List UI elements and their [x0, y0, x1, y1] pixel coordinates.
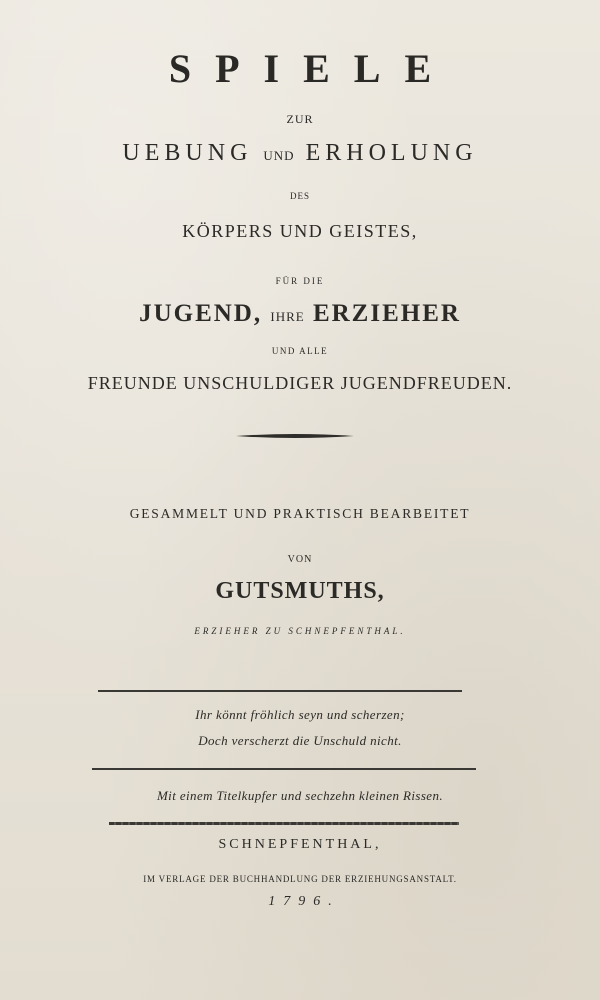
publisher: IM VERLAGE DER BUCHHANDLUNG DER ERZIEHUNGSANSTALT. — [143, 874, 457, 884]
divider-rule-middle — [92, 768, 476, 770]
epigraph-line-1: Ihr könnt fröhlich seyn und scherzen; — [195, 707, 405, 722]
publication-year: 1796. — [268, 894, 340, 909]
heading-jugend-erzieher — [0, 300, 600, 328]
heading-erholung: ERHOLUNG — [305, 140, 478, 166]
author-name: GUTSMUTHS, — [215, 578, 385, 604]
place-of-publication: SCHNEPFENTHAL, — [218, 837, 382, 852]
subtitle: GESAMMELT UND PRAKTISCH BEARBEITET — [129, 506, 471, 521]
heading-jugend: JUGEND, — [139, 300, 263, 327]
heading-uebung-erholung — [0, 140, 600, 167]
divider-rule-bottom — [109, 822, 459, 825]
heading-ihre: IHRE — [270, 309, 305, 324]
heading-freunde: FREUNDE UNSCHULDIGER JUGENDFREUDEN. — [87, 373, 513, 393]
epigraph-line-2: Doch verscherzt die Unschuld nicht. — [198, 733, 402, 748]
des-label: DES — [289, 191, 310, 201]
illustrations-note: Mit einem Titelkupfer und sechzehn kleinen Rissen. — [156, 788, 444, 803]
book-title: SPIELE — [168, 46, 456, 91]
heading-uebung: UEBUNG — [122, 140, 253, 166]
heading-erzieher: ERZIEHER — [312, 300, 461, 327]
und-alle-label: UND ALLE — [271, 346, 329, 356]
fuer-die-label: FÜR DIE — [275, 276, 325, 286]
heading-koerpers-geistes: KÖRPERS UND GEISTES, — [182, 221, 418, 241]
author-role: ERZIEHER ZU SCHNEPFENTHAL. — [194, 626, 406, 636]
divider-rule-top — [98, 690, 462, 692]
zur-label: ZUR — [286, 112, 314, 126]
ornamental-rule — [236, 432, 354, 440]
heading-und: UND — [263, 148, 295, 163]
von-label: VON — [287, 554, 313, 565]
